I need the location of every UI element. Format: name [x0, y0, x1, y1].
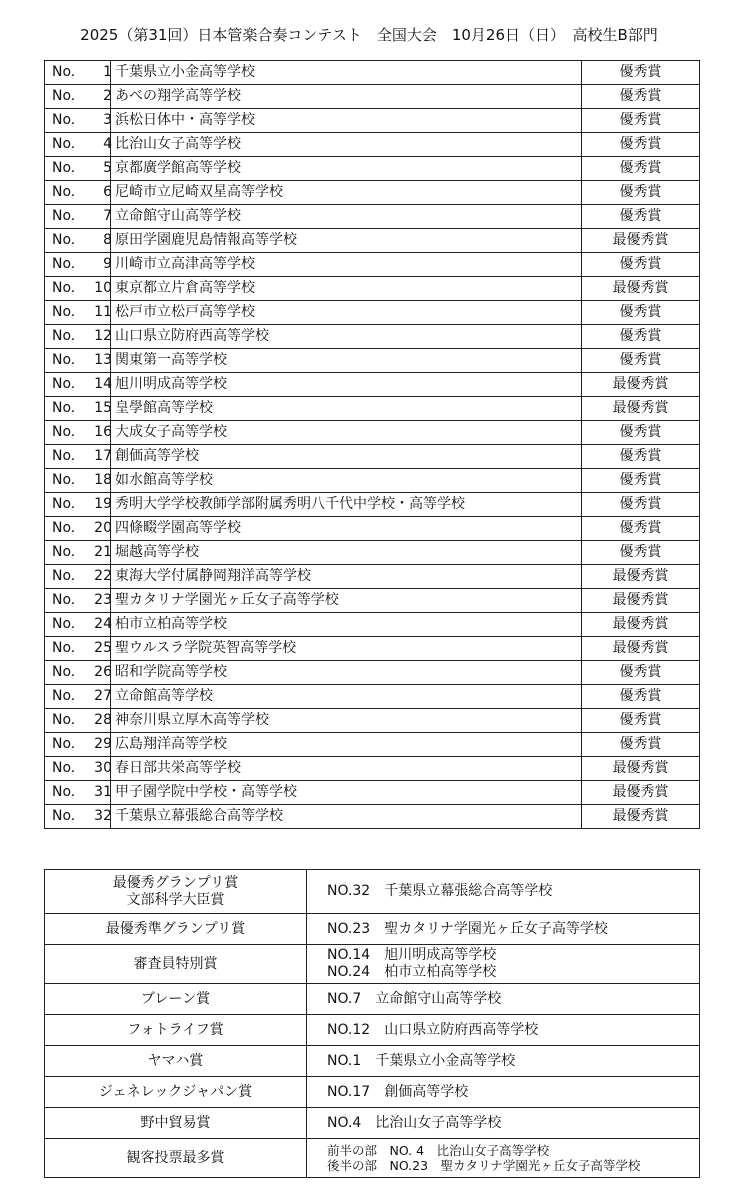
- table-row: [45, 517, 700, 541]
- award-result: 最優秀賞: [582, 373, 700, 397]
- entry-number-label: No.: [52, 64, 76, 80]
- table-row: [45, 373, 700, 397]
- award-winner-line: 前半の部 NO. 4 比治山女子高等学校: [327, 1143, 550, 1158]
- school-name: 甲子園学院中学校・高等学校: [111, 781, 582, 805]
- award-result: 優秀賞: [582, 421, 700, 445]
- award-name-line: 最優秀グランプリ賞: [112, 874, 239, 891]
- table-row: [45, 805, 700, 829]
- award-result: 優秀賞: [582, 301, 700, 325]
- award-result: 優秀賞: [582, 685, 700, 709]
- entry-number-value: 27: [94, 688, 112, 704]
- entry-number-label: No.: [52, 808, 76, 824]
- entry-number: [45, 109, 111, 133]
- award-name-line: 審査員特別賞: [133, 955, 218, 972]
- entry-number-label: No.: [52, 136, 76, 152]
- school-name: 立命館守山高等学校: [111, 205, 582, 229]
- award-winner: [307, 870, 700, 914]
- award-result: 優秀賞: [582, 157, 700, 181]
- school-name: 如水館高等学校: [111, 469, 582, 493]
- entry-number-label: No.: [52, 256, 76, 272]
- entry-number-value: 31: [94, 784, 112, 800]
- entry-number: [45, 277, 111, 301]
- award-result: 最優秀賞: [582, 637, 700, 661]
- entry-number-value: 20: [94, 520, 112, 536]
- table-row: [45, 709, 700, 733]
- award-winner: [307, 1046, 700, 1077]
- entry-number-value: 8: [103, 232, 112, 248]
- award-result: 優秀賞: [582, 469, 700, 493]
- award-winner-line: NO.7 立命館守山高等学校: [327, 990, 502, 1007]
- table-row: [45, 589, 700, 613]
- school-name: 川崎市立高津高等学校: [111, 253, 582, 277]
- table-row: [45, 469, 700, 493]
- award-row: [45, 1139, 700, 1178]
- award-result: 最優秀賞: [582, 277, 700, 301]
- entry-number: [45, 325, 111, 349]
- entry-number-label: No.: [52, 472, 76, 488]
- award-winner-line: 後半の部 NO.23 聖カタリナ学園光ヶ丘女子高等学校: [327, 1158, 641, 1173]
- table-row: [45, 133, 700, 157]
- table-row: [45, 205, 700, 229]
- school-name: 京都廣学館高等学校: [111, 157, 582, 181]
- entry-number-label: No.: [52, 184, 76, 200]
- award-result: 優秀賞: [582, 325, 700, 349]
- school-name: 創価高等学校: [111, 445, 582, 469]
- entry-number-value: 4: [103, 136, 112, 152]
- entry-number: [45, 205, 111, 229]
- school-name: 松戸市立松戸高等学校: [111, 301, 582, 325]
- award-winner-line: NO.32 千葉県立幕張総合高等学校: [327, 883, 553, 899]
- school-name: あべの翔学高等学校: [111, 85, 582, 109]
- entry-number: [45, 181, 111, 205]
- table-row: [45, 277, 700, 301]
- school-name: 聖ウルスラ学院英智高等学校: [111, 637, 582, 661]
- award-winner-line: NO.17 創価高等学校: [327, 1083, 469, 1100]
- entry-number-label: No.: [52, 736, 76, 752]
- award-name-line: 野中貿易賞: [140, 1114, 211, 1131]
- school-name: 比治山女子高等学校: [111, 133, 582, 157]
- entry-number-value: 22: [94, 568, 112, 584]
- entry-number: [45, 301, 111, 325]
- award-result: 優秀賞: [582, 541, 700, 565]
- entry-number-value: 6: [103, 184, 112, 200]
- entry-number: [45, 709, 111, 733]
- award-result: 最優秀賞: [582, 565, 700, 589]
- award-result: 優秀賞: [582, 61, 700, 85]
- award-name-line: フォトライフ賞: [127, 1021, 224, 1038]
- table-row: [45, 565, 700, 589]
- entry-number-value: 14: [94, 376, 112, 392]
- entry-number-label: No.: [52, 544, 76, 560]
- entry-number-value: 26: [94, 664, 112, 680]
- entry-number: [45, 397, 111, 421]
- award-result: 優秀賞: [582, 517, 700, 541]
- entry-number: [45, 661, 111, 685]
- entry-number-label: No.: [52, 232, 76, 248]
- table-row: [45, 733, 700, 757]
- school-name: 柏市立柏高等学校: [111, 613, 582, 637]
- entry-number: [45, 61, 111, 85]
- entry-number-label: No.: [52, 208, 76, 224]
- entry-number-label: No.: [52, 760, 76, 776]
- award-result: 優秀賞: [582, 181, 700, 205]
- entry-number-value: 30: [94, 760, 112, 776]
- table-row: [45, 613, 700, 637]
- award-name: [45, 1139, 307, 1178]
- table-row: [45, 157, 700, 181]
- award-result: 最優秀賞: [582, 757, 700, 781]
- award-name: [45, 1015, 307, 1046]
- entry-number-label: No.: [52, 88, 76, 104]
- entry-number: [45, 517, 111, 541]
- table-row: [45, 493, 700, 517]
- award-result: 優秀賞: [582, 733, 700, 757]
- entry-number-value: 25: [94, 640, 112, 656]
- school-name: 原田学園鹿児島情報高等学校: [111, 229, 582, 253]
- entry-number-label: No.: [52, 688, 76, 704]
- award-name-line: 文部科学大臣賞: [126, 891, 225, 908]
- table-row: [45, 685, 700, 709]
- school-name: 関東第一高等学校: [111, 349, 582, 373]
- school-name: 皇學館高等学校: [111, 397, 582, 421]
- award-row: [45, 1108, 700, 1139]
- entry-number-value: 11: [94, 304, 112, 320]
- entry-number-label: No.: [52, 640, 76, 656]
- table-row: [45, 181, 700, 205]
- entry-number: [45, 373, 111, 397]
- school-name: 堀越高等学校: [111, 541, 582, 565]
- entry-number-value: 12: [94, 328, 112, 344]
- award-name: [45, 914, 307, 945]
- award-result: 優秀賞: [582, 493, 700, 517]
- table-row: [45, 325, 700, 349]
- table-row: [45, 301, 700, 325]
- award-winner: [307, 1015, 700, 1046]
- award-name: [45, 1046, 307, 1077]
- award-row: [45, 945, 700, 984]
- entry-number-value: 5: [103, 160, 112, 176]
- entry-number-value: 24: [94, 616, 112, 632]
- table-row: [45, 781, 700, 805]
- award-result: 優秀賞: [582, 661, 700, 685]
- award-winner-line: NO.1 千葉県立小金高等学校: [327, 1052, 516, 1069]
- entry-number-label: No.: [52, 592, 76, 608]
- entry-number-label: No.: [52, 352, 76, 368]
- award-result: 最優秀賞: [582, 805, 700, 829]
- school-name: 四條畷学園高等学校: [111, 517, 582, 541]
- table-row: [45, 85, 700, 109]
- entry-number-label: No.: [52, 496, 76, 512]
- entry-number-value: 15: [94, 400, 112, 416]
- award-row: [45, 984, 700, 1015]
- entry-number: [45, 685, 111, 709]
- entry-number: [45, 613, 111, 637]
- school-name: 浜松日体中・高等学校: [111, 109, 582, 133]
- award-result: 優秀賞: [582, 205, 700, 229]
- special-awards-table: [44, 869, 700, 1178]
- table-row: [45, 445, 700, 469]
- entry-number-label: No.: [52, 112, 76, 128]
- award-result: 優秀賞: [582, 445, 700, 469]
- results-table: [44, 60, 700, 829]
- award-result: 最優秀賞: [582, 589, 700, 613]
- award-row: [45, 870, 700, 914]
- award-result: 最優秀賞: [582, 613, 700, 637]
- school-name: 東海大学付属静岡翔洋高等学校: [111, 565, 582, 589]
- table-row: [45, 661, 700, 685]
- entry-number-label: No.: [52, 400, 76, 416]
- award-row: [45, 1077, 700, 1108]
- table-row: [45, 229, 700, 253]
- entry-number-label: No.: [52, 160, 76, 176]
- entry-number: [45, 133, 111, 157]
- table-row: [45, 109, 700, 133]
- school-name: 千葉県立小金高等学校: [111, 61, 582, 85]
- award-result: 優秀賞: [582, 253, 700, 277]
- table-row: [45, 349, 700, 373]
- school-name: 旭川明成高等学校: [111, 373, 582, 397]
- award-winner-line: NO.12 山口県立防府西高等学校: [327, 1021, 539, 1038]
- award-result: 優秀賞: [582, 85, 700, 109]
- entry-number-label: No.: [52, 304, 76, 320]
- award-name: [45, 870, 307, 914]
- award-result: 最優秀賞: [582, 229, 700, 253]
- entry-number-label: No.: [52, 424, 76, 440]
- entry-number-value: 17: [94, 448, 112, 464]
- school-name: 東京都立片倉高等学校: [111, 277, 582, 301]
- table-row: [45, 757, 700, 781]
- entry-number: [45, 565, 111, 589]
- entry-number: [45, 421, 111, 445]
- award-winner: [307, 914, 700, 945]
- school-name: 立命館高等学校: [111, 685, 582, 709]
- entry-number: [45, 637, 111, 661]
- award-name: [45, 1108, 307, 1139]
- entry-number-value: 10: [94, 280, 112, 296]
- entry-number-label: No.: [52, 448, 76, 464]
- entry-number: [45, 229, 111, 253]
- entry-number: [45, 589, 111, 613]
- school-name: 聖カタリナ学園光ヶ丘女子高等学校: [111, 589, 582, 613]
- award-name-line: ヤマハ賞: [147, 1052, 204, 1069]
- entry-number: [45, 493, 111, 517]
- table-row: [45, 61, 700, 85]
- entry-number: [45, 157, 111, 181]
- entry-number: [45, 349, 111, 373]
- award-row: [45, 1015, 700, 1046]
- entry-number-label: No.: [52, 280, 76, 296]
- school-name: 千葉県立幕張総合高等学校: [111, 805, 582, 829]
- entry-number-value: 3: [103, 112, 112, 128]
- award-name-line: 最優秀準グランプリ賞: [105, 920, 246, 937]
- page-title: 2025（第31回）日本管楽合奏コンテスト 全国大会 10月26日（日） 高校生B部門: [80, 26, 658, 44]
- school-name: 山口県立防府西高等学校: [111, 325, 582, 349]
- entry-number-value: 7: [103, 208, 112, 224]
- entry-number: [45, 805, 111, 829]
- school-name: 春日部共栄高等学校: [111, 757, 582, 781]
- award-winner-line: NO.23 聖カタリナ学園光ヶ丘女子高等学校: [327, 920, 608, 937]
- award-result: 優秀賞: [582, 709, 700, 733]
- award-winner: [307, 945, 700, 984]
- school-name: 秀明大学学校教師学部附属秀明八千代中学校・高等学校: [111, 493, 582, 517]
- award-winner: [307, 1077, 700, 1108]
- entry-number-label: No.: [52, 784, 76, 800]
- school-name: 広島翔洋高等学校: [111, 733, 582, 757]
- entry-number-value: 28: [94, 712, 112, 728]
- entry-number: [45, 253, 111, 277]
- award-winner-line: NO.14 旭川明成高等学校: [327, 947, 497, 963]
- table-row: [45, 421, 700, 445]
- entry-number-label: No.: [52, 712, 76, 728]
- entry-number-value: 1: [103, 64, 112, 80]
- entry-number: [45, 781, 111, 805]
- award-row: [45, 914, 700, 945]
- award-result: 優秀賞: [582, 349, 700, 373]
- school-name: 昭和学院高等学校: [111, 661, 582, 685]
- table-row: [45, 637, 700, 661]
- entry-number: [45, 541, 111, 565]
- award-row: [45, 1046, 700, 1077]
- entry-number-value: 21: [94, 544, 112, 560]
- award-result: 優秀賞: [582, 133, 700, 157]
- entry-number-label: No.: [52, 520, 76, 536]
- entry-number-label: No.: [52, 616, 76, 632]
- entry-number-label: No.: [52, 664, 76, 680]
- award-name: [45, 984, 307, 1015]
- award-result: 優秀賞: [582, 109, 700, 133]
- award-name-line: ジェネレックジャパン賞: [98, 1083, 253, 1100]
- award-winner: [307, 1139, 700, 1178]
- school-name: 神奈川県立厚木高等学校: [111, 709, 582, 733]
- entry-number-label: No.: [52, 328, 76, 344]
- entry-number-value: 18: [94, 472, 112, 488]
- award-winner-line: NO.4 比治山女子高等学校: [327, 1114, 502, 1131]
- entry-number-label: No.: [52, 376, 76, 392]
- award-winner: [307, 984, 700, 1015]
- entry-number: [45, 445, 111, 469]
- award-name: [45, 945, 307, 984]
- school-name: 大成女子高等学校: [111, 421, 582, 445]
- entry-number: [45, 85, 111, 109]
- entry-number-value: 19: [94, 496, 112, 512]
- entry-number: [45, 757, 111, 781]
- award-result: 最優秀賞: [582, 397, 700, 421]
- school-name: 尼崎市立尼崎双星高等学校: [111, 181, 582, 205]
- award-winner-line: NO.24 柏市立柏高等学校: [327, 964, 497, 980]
- award-name: [45, 1077, 307, 1108]
- entry-number: [45, 469, 111, 493]
- award-winner: [307, 1108, 700, 1139]
- entry-number-value: 23: [94, 592, 112, 608]
- award-name-line: 観客投票最多賞: [126, 1149, 225, 1166]
- entry-number-value: 13: [94, 352, 112, 368]
- entry-number-value: 2: [103, 88, 112, 104]
- table-row: [45, 253, 700, 277]
- entry-number-label: No.: [52, 568, 76, 584]
- entry-number-value: 16: [94, 424, 112, 440]
- entry-number-value: 29: [94, 736, 112, 752]
- entry-number: [45, 733, 111, 757]
- entry-number-value: 32: [94, 808, 112, 824]
- table-row: [45, 541, 700, 565]
- table-row: [45, 397, 700, 421]
- entry-number-value: 9: [103, 256, 112, 272]
- award-name-line: ブレーン賞: [140, 990, 211, 1007]
- award-result: 最優秀賞: [582, 781, 700, 805]
